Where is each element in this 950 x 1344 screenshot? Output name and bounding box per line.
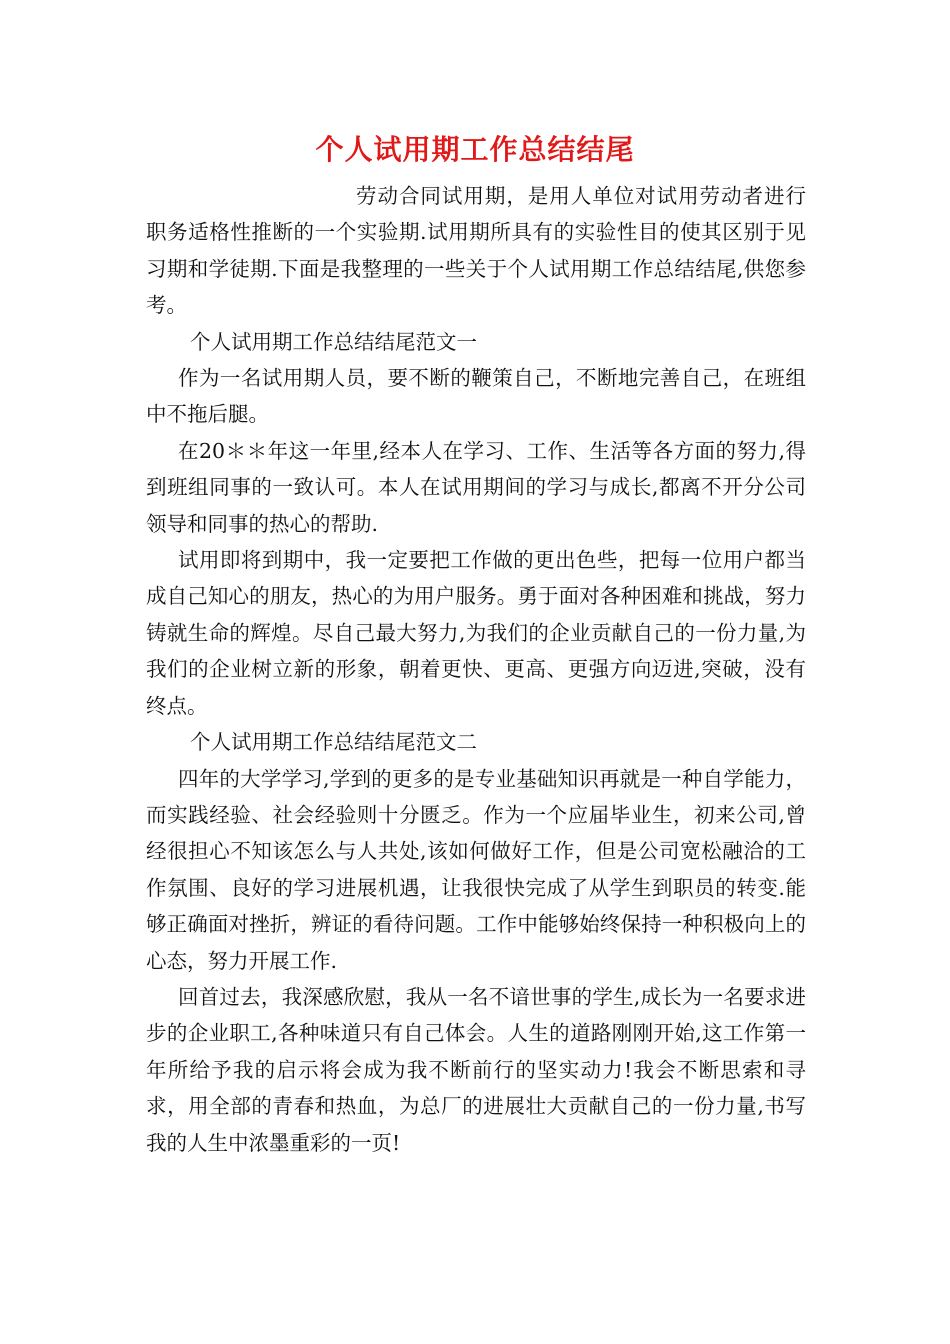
body-paragraph: 作为一名试用期人员，要不断的鞭策自己，不断地完善自己，在班组中不拖后腿。 [146, 366, 806, 427]
document-title: 个人试用期工作总结结尾 [315, 133, 635, 166]
section-heading-2: 个人试用期工作总结结尾范文二 [190, 730, 477, 755]
intro-paragraph: 劳动合同试用期，是用人单位对试用劳动者进行职务适格性推断的一个实验期.试用期所具有的实验性目的使其区别于见习期和学徒期.下面是我整理的一些关于个人试用期工作总结结尾,供您参考。 [146, 184, 806, 318]
body-paragraph: 四年的大学学习,学到的更多的是专业基础知识再就是一种自学能力，而实践经验、社会经验则十分匮乏。作为一个应届毕业生，初来公司,曾经很担心不知该怎么与人共处,该如何做好工作，但是公司宽松融洽的工作氛围、良好的学习进展机遇，让我很快完成了从学生到职员的转变.能够正确面对挫折，辨证的看待问题。工作中能够始终保持一种积极向上的心态，努力开展工作. [146, 766, 806, 973]
body-paragraph: 回首过去，我深感欣慰，我从一名不谙世事的学生,成长为一名要求进步的企业职工,各种味道只有自己体会。人生的道路刚刚开始,这工作第一年所给予我的启示将会成为我不断前行的坚实动力!我会不断思索和寻求，用全部的青春和热血，为总厂的进展壮大贡献自己的一份力量,书写我的人生中浓墨重彩的一页! [146, 984, 806, 1155]
body-paragraph: 试用即将到期中，我一定要把工作做的更出色些，把每一位用户都当成自己知心的朋友，热心的为用户服务。勇于面对各种困难和挑战，努力铸就生命的辉煌。尽自己最大努力,为我们的企业贡献自己的一份力量,为我们的企业树立新的形象，朝着更快、更高、更强方向迈进,突破，没有终点。 [146, 548, 806, 718]
section-heading-1: 个人试用期工作总结结尾范文一 [190, 329, 477, 354]
document-body [146, 178, 806, 1161]
body-paragraph: 在20＊＊年这一年里,经本人在学习、工作、生活等各方面的努力,得到班组同事的一致认可。本人在试用期间的学习与成长,都离不开分公司领导和同事的热心的帮助. [146, 438, 806, 536]
